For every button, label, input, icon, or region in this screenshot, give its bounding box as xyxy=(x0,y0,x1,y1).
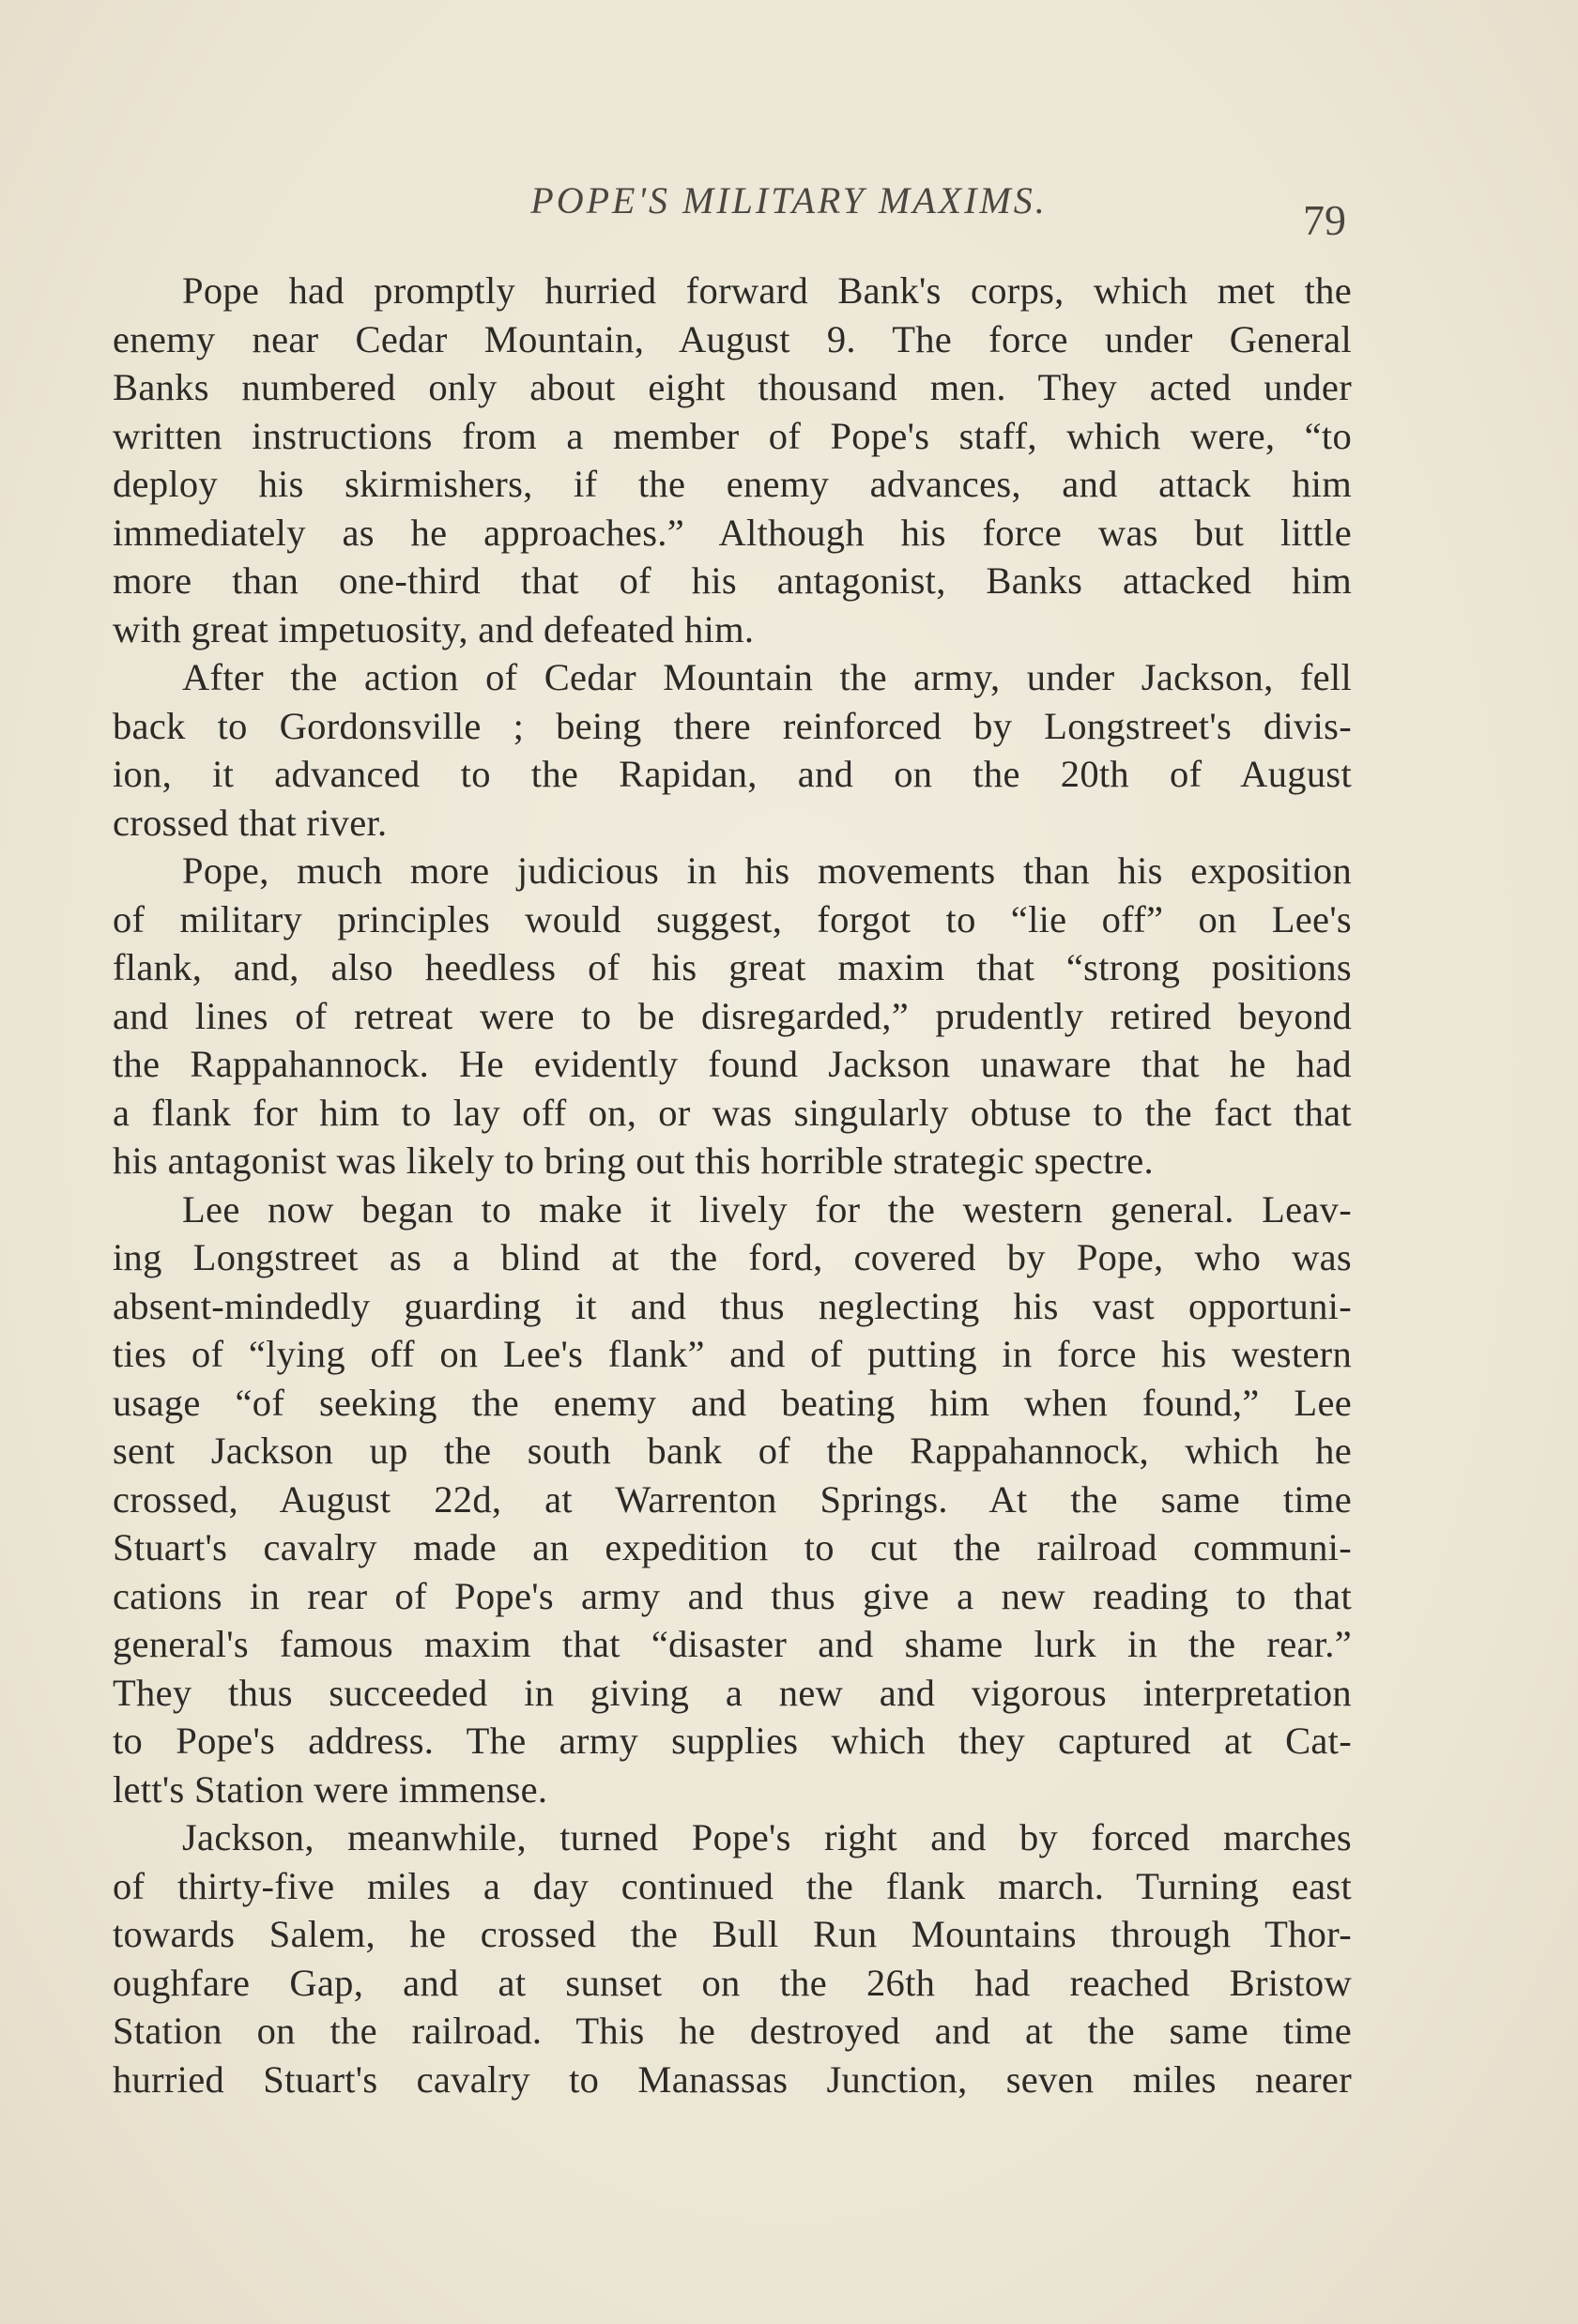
text-line: absent-mindedly guarding it and thus neglecting his vast opportuni- xyxy=(113,1284,1352,1327)
text-line: Pope, much more judicious in his movements than his exposition xyxy=(182,849,1352,892)
paragraph xyxy=(113,267,1352,653)
text-line: Jackson, meanwhile, turned Pope's right and by forced marches xyxy=(182,1816,1352,1858)
text-line: sent Jackson up the south bank of the Rappahannock, which he xyxy=(113,1430,1352,1472)
text-line: crossed, August 22d, at Warrenton Springs. At the same time xyxy=(113,1477,1352,1521)
text-line: They thus succeeded in giving a new and vigorous interpretation xyxy=(113,1671,1352,1714)
text-line: ion, it advanced to the Rapidan, and on the 20th of August xyxy=(113,753,1352,795)
text-line: to Pope's address. The army supplies which they captured at Cat- xyxy=(113,1720,1352,1762)
paragraph xyxy=(113,1813,1352,2103)
text-line: the Rappahannock. He evidently found Jackson unaware that he had xyxy=(113,1043,1352,1085)
text-line: towards Salem, he crossed the Bull Run Mountains through Thor- xyxy=(113,1913,1352,1955)
text-line: and lines of retreat were to be disregarded,” prudently retired beyond xyxy=(113,994,1352,1037)
text-line: general's famous maxim that “disaster and shame lurk in the rear.” xyxy=(113,1623,1352,1665)
text-line: with great impetuosity, and defeated him. xyxy=(113,607,755,650)
text-line: usage “of seeking the enemy and beating him when found,” Lee xyxy=(113,1381,1352,1424)
text-line: hurried Stuart's cavalry to Manassas Junction, seven miles nearer xyxy=(113,2057,1352,2101)
text-line: lett's Station were immense. xyxy=(113,1767,548,1811)
text-line: cations in rear of Pope's army and thus give a new reading to that xyxy=(113,1574,1352,1617)
paragraph xyxy=(113,653,1352,847)
text-line: ing Longstreet as a blind at the ford, covered by Pope, who was xyxy=(113,1236,1352,1278)
text-line: flank, and, also heedless of his great maxim that “strong positions xyxy=(113,946,1352,988)
text-line: more than one-third that of his antagonist, Banks attacked him xyxy=(113,559,1352,602)
text-line: Pope had promptly hurried forward Bank's corps, which met the xyxy=(182,269,1352,312)
text-line: Banks numbered only about eight thousand men. They acted under xyxy=(113,366,1352,408)
text-line: his antagonist was likely to bring out this horrible strategic spectre. xyxy=(113,1139,1154,1182)
running-head: POPE'S MILITARY MAXIMS. xyxy=(530,179,1048,222)
text-line: of thirty-five miles a day continued the flank march. Turning east xyxy=(113,1864,1352,1907)
text-line: Station on the railroad. This he destroyed and at the same time xyxy=(113,2010,1352,2052)
body-text xyxy=(113,267,1352,2103)
text-line: Stuart's cavalry made an expedition to cut the railroad communi- xyxy=(113,1526,1352,1568)
text-line: written instructions from a member of Pope's staff, which were, “to xyxy=(113,414,1352,457)
text-line: oughfare Gap, and at sunset on the 26th had reached Bristow xyxy=(113,1961,1352,2004)
text-line: back to Gordonsville ; being there reinforced by Longstreet's divis- xyxy=(113,704,1352,747)
paragraph xyxy=(113,847,1352,1185)
text-line: ties of “lying off on Lee's flank” and of putting in force his western xyxy=(113,1333,1352,1375)
page-number: 79 xyxy=(1303,196,1346,244)
text-line: enemy near Cedar Mountain, August 9. The force under General xyxy=(113,317,1352,360)
text-line: Lee now began to make it lively for the western general. Leav- xyxy=(182,1187,1352,1231)
paragraph xyxy=(113,1185,1352,1814)
text-line: immediately as he approaches.” Although his force was but little xyxy=(113,511,1352,554)
text-line: After the action of Cedar Mountain the army, under Jackson, fell xyxy=(182,656,1352,698)
text-line: a flank for him to lay off on, or was singularly obtuse to the fact that xyxy=(113,1091,1352,1134)
text-line: of military principles would suggest, forgot to “lie off” on Lee's xyxy=(113,897,1352,940)
text-line: crossed that river. xyxy=(113,801,388,844)
text-line: deploy his skirmishers, if the enemy advances, and attack him xyxy=(113,463,1352,505)
